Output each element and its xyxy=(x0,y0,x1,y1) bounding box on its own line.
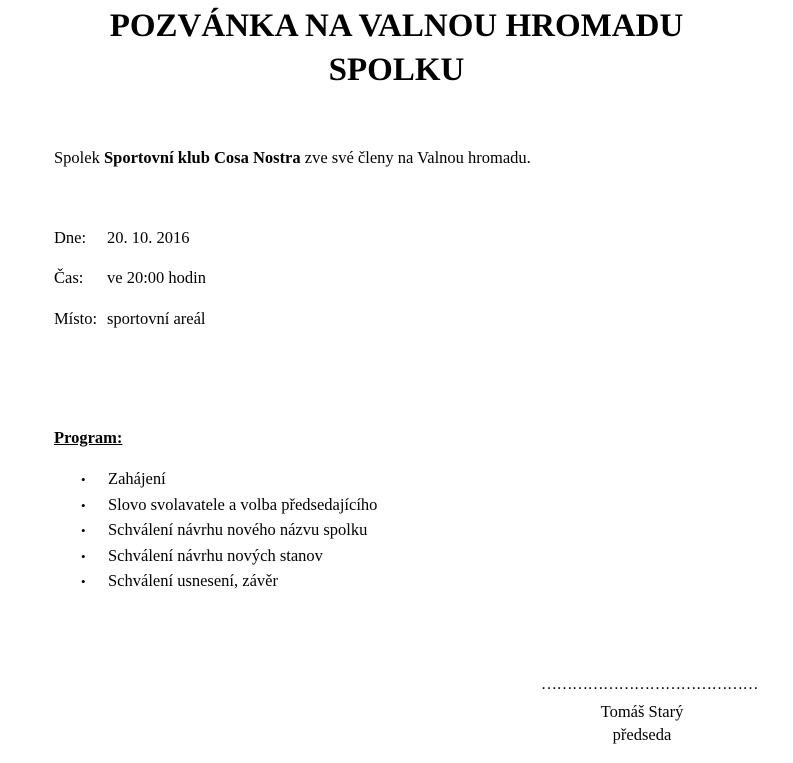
document-title xyxy=(0,4,793,92)
list-item xyxy=(54,543,377,569)
time-value: ve 20:00 hodin xyxy=(107,268,206,287)
date-value: 20. 10. 2016 xyxy=(107,228,190,247)
bullet-icon: • xyxy=(81,523,86,538)
detail-date xyxy=(54,228,190,248)
list-item-text: Schválení návrhu nového názvu spolku xyxy=(108,520,368,539)
intro-prefix: Spolek xyxy=(54,148,104,167)
list-item xyxy=(54,492,377,518)
signatory-role: předseda xyxy=(612,725,672,744)
place-value: sportovní areál xyxy=(107,309,206,328)
signatory-name: Tomáš Starý xyxy=(600,702,684,721)
place-label: Místo: xyxy=(54,309,98,328)
list-item xyxy=(54,517,377,543)
intro-paragraph xyxy=(54,148,531,168)
program-heading: Program: xyxy=(54,428,123,447)
detail-place xyxy=(54,309,206,329)
list-item-text: Slovo svolavatele a volba předsedajícího xyxy=(108,494,378,514)
list-item-text: Schválení usnesení, závěr xyxy=(108,571,278,590)
title-line-1: POZVÁNKA NA VALNOU HROMADU xyxy=(109,8,684,44)
list-item-text: Zahájení xyxy=(108,469,166,488)
program-list xyxy=(54,466,377,594)
bullet-icon: • xyxy=(81,472,86,487)
signature-line: …………………………………… xyxy=(541,676,758,693)
date-label: Dne: xyxy=(54,228,87,247)
bullet-icon: • xyxy=(81,548,86,564)
intro-suffix: zve své členy na Valnou hromadu. xyxy=(300,148,531,167)
list-item-text: Schválení návrhu nových stanov xyxy=(108,545,323,565)
bullet-icon: • xyxy=(81,574,86,589)
list-item xyxy=(54,466,377,492)
time-label: Čas: xyxy=(54,268,84,287)
detail-time xyxy=(54,268,206,288)
club-name: Sportovní klub Cosa Nostra xyxy=(103,148,301,167)
list-item xyxy=(54,568,377,594)
title-line-2: SPOLKU xyxy=(328,52,465,88)
bullet-icon: • xyxy=(81,497,86,513)
